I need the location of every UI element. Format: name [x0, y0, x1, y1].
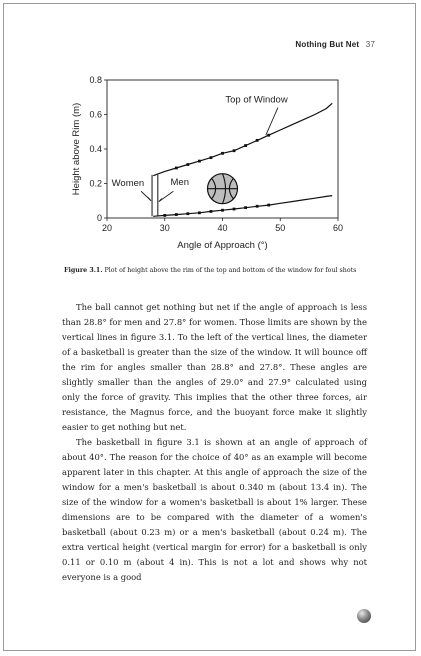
- data-point: [267, 134, 270, 137]
- data-point: [233, 208, 236, 211]
- body-text: [62, 300, 367, 585]
- y-tick-label: 0.8: [89, 75, 102, 85]
- chart-series: [153, 103, 332, 217]
- caption-text: Plot of height above the rim of the top and bottom of the window for foul shots: [104, 267, 357, 274]
- height-chart: [60, 70, 360, 270]
- y-tick-label: 0.2: [89, 178, 102, 189]
- figure-3-1: [60, 70, 360, 270]
- data-point: [221, 209, 224, 212]
- data-point: [175, 213, 178, 216]
- chart-annotations: [112, 94, 288, 216]
- data-point: [256, 205, 259, 208]
- caption-label: Figure 3.1.: [64, 267, 103, 274]
- page-number: 37: [365, 40, 375, 49]
- y-tick-label: 0: [96, 213, 102, 223]
- y-tick-label: 0.6: [89, 109, 102, 120]
- data-point: [210, 156, 213, 159]
- running-head-title: Nothing But Net: [295, 40, 360, 49]
- x-tick-label: 50: [275, 223, 286, 233]
- x-tick-label: 60: [332, 223, 344, 233]
- y-tick-label: 0.4: [89, 144, 102, 154]
- chart-ticks: [71, 75, 343, 251]
- data-point: [244, 206, 247, 209]
- x-tick-label: 30: [159, 223, 170, 233]
- x-tick-label: 20: [101, 223, 113, 233]
- paragraph-2: The basketball in figure 3.1 is shown at an angle of approach of about 40°. The reason for the choice of 40° as an example will become apparent later in this chapter. At this angle of approach the size of the window for a men's basketball is about 0.340 m (about 13.4 in). The size of the window for a women's basketball is about 1% larger. These dimensions are to be compared with the diameter of a women's basketball (about 0.23 m) or a men's basketball (about 0.24 m). The extra vertical height (vertical margin for error) for a basketball is only 0.11 or 0.10 m (about 4 in). This is not a lot and shows why not everyone is a good: [62, 437, 367, 582]
- data-point: [244, 144, 247, 147]
- women-label: Women: [111, 178, 145, 190]
- men-arrow: [159, 191, 174, 201]
- series-line-top-of-window: [153, 103, 332, 175]
- men-label: Men: [170, 177, 190, 189]
- paragraph-1: The ball cannot get nothing but net if the angle of approach is less than 28.8° for men and 27.8° for women. Those limits are shown by the vertical lines in figure 3.1. To the left of the vertical lines, the diameter of a basketball is greater than the size of the window. It will bounce off the rim for angles smaller than 28.8° and 27.8°. These angles are slightly smaller than the angles of 29.0° and 27.9° calculated using only the force of gravity. This implies that the other three forces, air resistance, the Magnus force, and the buoyant force make it slightly easier to get nothing but net.: [62, 302, 367, 432]
- data-point: [267, 204, 270, 207]
- basketball-icon: [208, 174, 238, 204]
- x-tick-label: 40: [217, 223, 228, 233]
- data-point: [233, 149, 236, 152]
- page-corner-ball-icon: [357, 609, 371, 623]
- data-point: [163, 214, 166, 217]
- data-point: [221, 152, 224, 155]
- y-axis-label: Height above Rim (m): [71, 102, 82, 196]
- top-of-window-pointer: [266, 108, 278, 136]
- data-point: [198, 211, 201, 214]
- data-point: [256, 139, 259, 142]
- x-axis-label: Angle of Approach (°): [177, 240, 268, 251]
- running-head: [295, 40, 375, 49]
- data-point: [198, 160, 201, 163]
- data-point: [186, 163, 189, 166]
- data-point: [175, 167, 178, 170]
- data-point: [186, 212, 189, 215]
- data-point: [210, 210, 213, 213]
- top-of-window-label: Top of Window: [225, 94, 288, 106]
- series-line-bottom-of-window: [153, 196, 332, 217]
- figure-caption: [64, 267, 394, 275]
